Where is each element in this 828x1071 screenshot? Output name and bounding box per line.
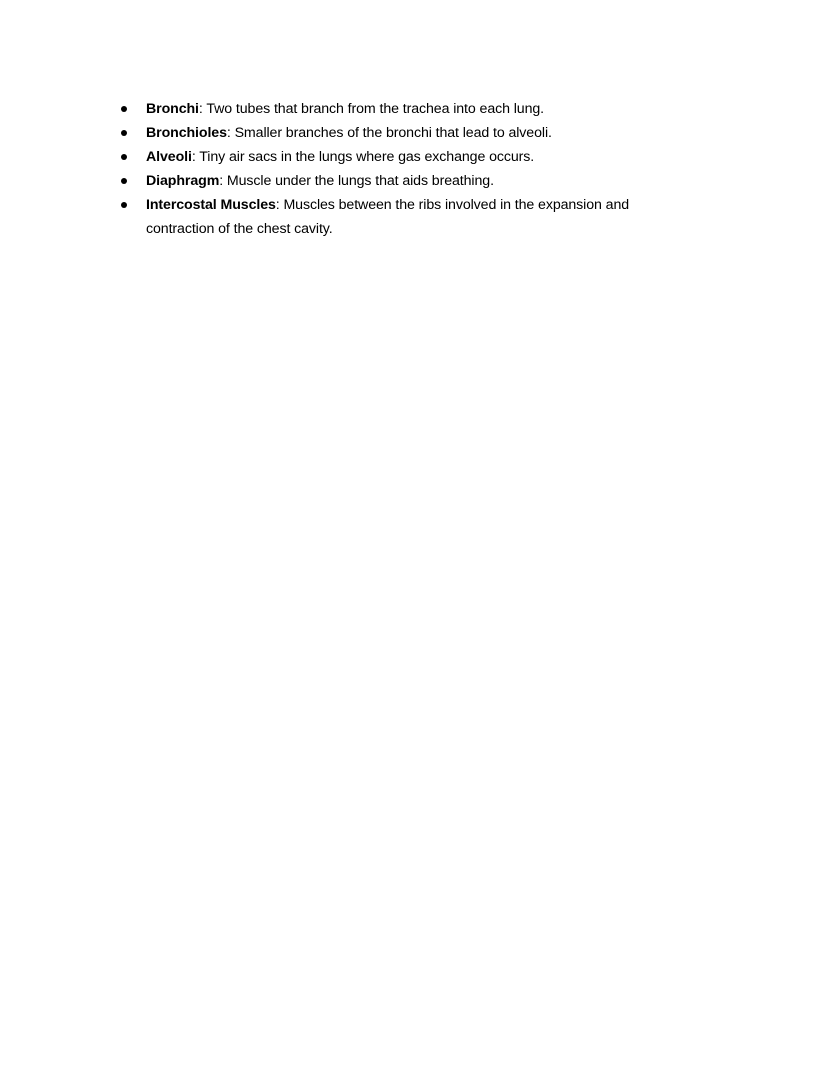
list-item-text: : Muscles between the ribs involved in the expansion and contraction of the chest cavity. bbox=[146, 197, 630, 237]
list-item-text: : Two tubes that branch from the trachea into each lung. bbox=[198, 101, 545, 117]
bullet-icon bbox=[121, 106, 127, 112]
list-item-text: : Tiny air sacs in the lungs where gas exchange occurs. bbox=[191, 149, 535, 165]
list-item-term: Bronchioles bbox=[146, 125, 227, 141]
list-item-term: Intercostal Muscles bbox=[146, 197, 276, 213]
bullet-list bbox=[118, 97, 678, 241]
list-item bbox=[118, 121, 678, 145]
bullet-icon bbox=[121, 178, 127, 184]
bullet-icon bbox=[121, 202, 127, 208]
list-item bbox=[118, 97, 678, 121]
list-item bbox=[118, 169, 678, 193]
list-item bbox=[118, 193, 678, 241]
list-item-term: Alveoli bbox=[146, 149, 192, 165]
bullet-icon bbox=[121, 130, 127, 136]
bullet-icon bbox=[121, 154, 127, 160]
list-item bbox=[118, 145, 678, 169]
list-item-text: : Smaller branches of the bronchi that lead to alveoli. bbox=[226, 125, 552, 141]
list-item-term: Diaphragm bbox=[146, 173, 220, 189]
list-item-term: Bronchi bbox=[146, 101, 199, 117]
list-item-text: : Muscle under the lungs that aids breathing. bbox=[219, 173, 494, 189]
